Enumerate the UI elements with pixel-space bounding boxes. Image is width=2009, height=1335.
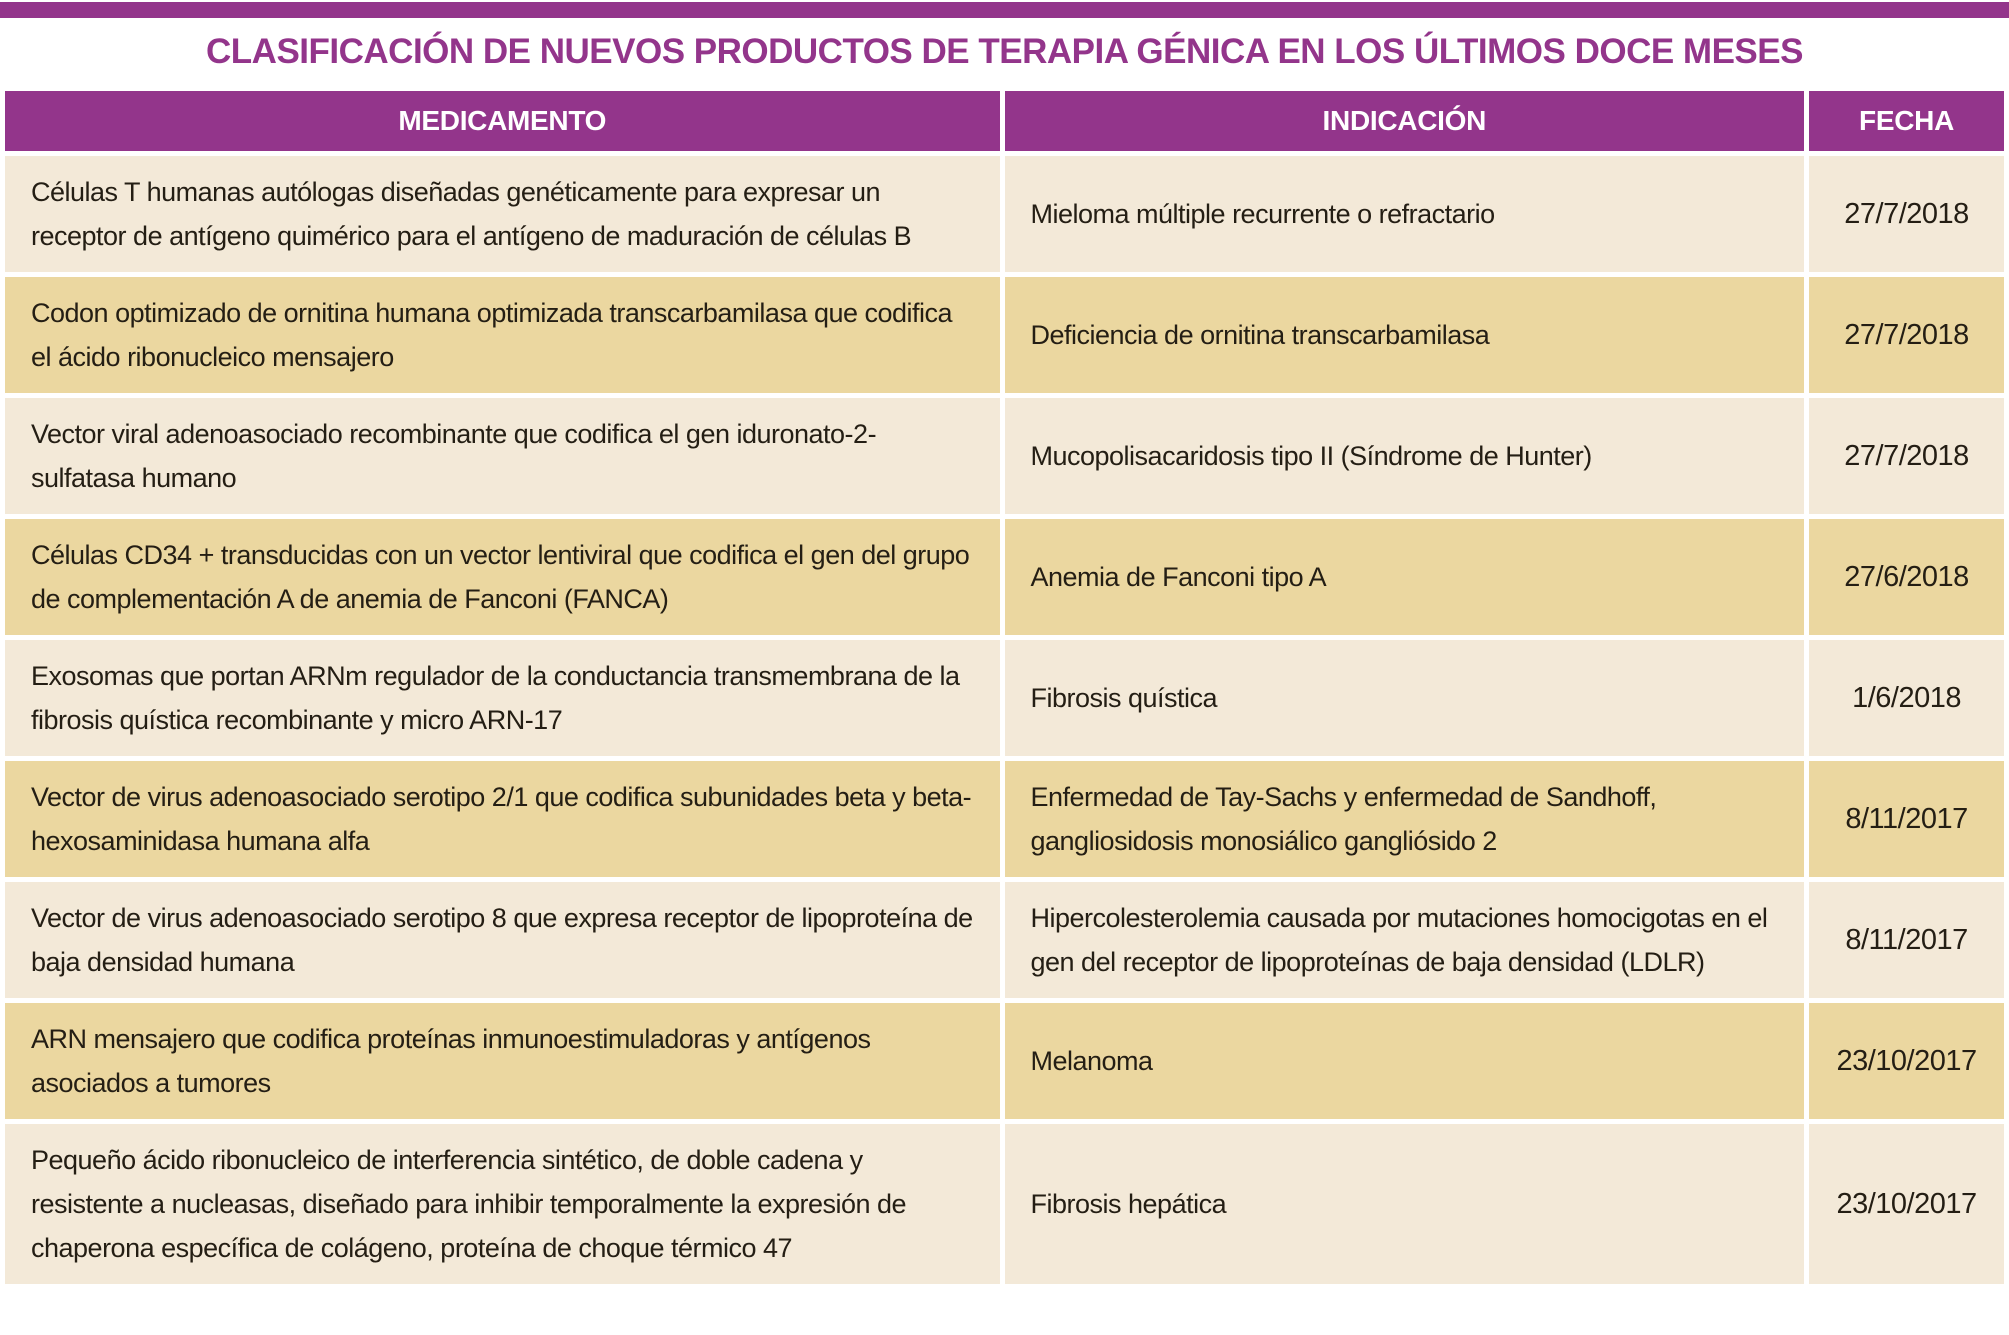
cell-fecha: 8/11/2017 [1809,882,2004,998]
table-row [5,1003,2004,1119]
cell-indicacion: Enfermedad de Tay-Sachs y enfermedad de Sandhoff, gangliosidosis monosiálico gangliósido 2 [1005,761,1805,877]
cell-indicacion: Hipercolesterolemia causada por mutaciones homocigotas en el gen del receptor de lipoproteínas de baja densidad (LDLR) [1005,882,1805,998]
column-header-medicamento: MEDICAMENTO [5,91,1000,151]
title-area [0,18,2009,86]
cell-indicacion: Fibrosis quística [1005,640,1805,756]
cell-fecha: 8/11/2017 [1809,761,2004,877]
cell-medicamento: Exosomas que portan ARNm regulador de la conductancia transmembrana de la fibrosis quística recombinante y micro ARN-17 [5,640,1000,756]
table-row [5,519,2004,635]
cell-fecha: 27/6/2018 [1809,519,2004,635]
cell-medicamento: Células T humanas autólogas diseñadas genéticamente para expresar un receptor de antígeno quimérico para el antígeno de maduración de células B [5,156,1000,272]
cell-indicacion: Mieloma múltiple recurrente o refractario [1005,156,1805,272]
cell-medicamento: Pequeño ácido ribonucleico de interferencia sintético, de doble cadena y resistente a nucleasas, diseñado para inhibir temporalmente la expresión de chaperona específica de colágeno, proteína de choque térmico 47 [5,1124,1000,1284]
top-accent-bar [0,2,2009,18]
table-row [5,1124,2004,1284]
cell-medicamento: Células CD34 + transducidas con un vector lentiviral que codifica el gen del grupo de complementación A de anemia de Fanconi (FANCA) [5,519,1000,635]
cell-indicacion: Anemia de Fanconi tipo A [1005,519,1805,635]
cell-fecha: 27/7/2018 [1809,277,2004,393]
table-row [5,882,2004,998]
cell-medicamento: Vector de virus adenoasociado serotipo 8 que expresa receptor de lipoproteína de baja densidad humana [5,882,1000,998]
cell-fecha: 27/7/2018 [1809,156,2004,272]
cell-indicacion: Melanoma [1005,1003,1805,1119]
table-row [5,398,2004,514]
cell-medicamento: Vector de virus adenoasociado serotipo 2/1 que codifica subunidades beta y beta-hexosaminidasa humana alfa [5,761,1000,877]
cell-fecha: 1/6/2018 [1809,640,2004,756]
table-row [5,156,2004,272]
cell-medicamento: ARN mensajero que codifica proteínas inmunoestimuladoras y antígenos asociados a tumores [5,1003,1000,1119]
cell-medicamento: Vector viral adenoasociado recombinante que codifica el gen iduronato-2-sulfatasa humano [5,398,1000,514]
column-header-indicacion: INDICACIÓN [1005,91,1805,151]
cell-fecha: 23/10/2017 [1809,1003,2004,1119]
page-title: CLASIFICACIÓN DE NUEVOS PRODUCTOS DE TERAPIA GÉNICA EN LOS ÚLTIMOS DOCE MESES [206,32,1803,71]
cell-indicacion: Fibrosis hepática [1005,1124,1805,1284]
cell-indicacion: Mucopolisacaridosis tipo II (Síndrome de Hunter) [1005,398,1805,514]
cell-medicamento: Codon optimizado de ornitina humana optimizada transcarbamilasa que codifica el ácido ribonucleico mensajero [5,277,1000,393]
cell-indicacion: Deficiencia de ornitina transcarbamilasa [1005,277,1805,393]
column-header-fecha: FECHA [1809,91,2004,151]
table-row [5,640,2004,756]
table-header-row [5,91,2004,151]
table-row [5,277,2004,393]
gene-therapy-table [0,86,2009,1289]
cell-fecha: 27/7/2018 [1809,398,2004,514]
cell-fecha: 23/10/2017 [1809,1124,2004,1284]
table-row [5,761,2004,877]
